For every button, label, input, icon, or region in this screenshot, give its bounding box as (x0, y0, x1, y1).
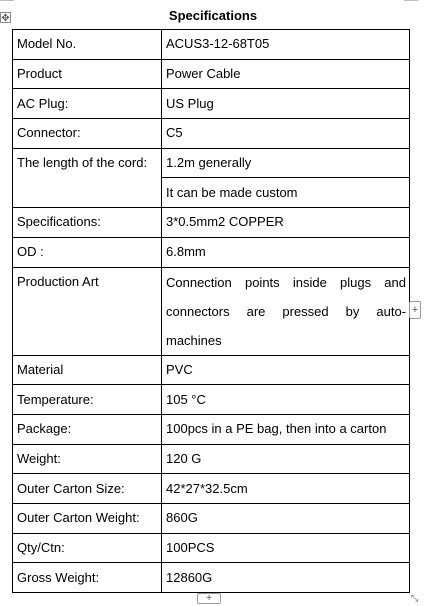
table-row (13, 563, 410, 593)
page-corner-mark (404, 0, 418, 3)
table-row (13, 119, 410, 149)
table-row (13, 385, 410, 415)
page-corner-mark (0, 0, 14, 3)
row-label[interactable]: Specifications: (13, 208, 162, 238)
row-label[interactable]: Package: (13, 414, 162, 444)
row-label[interactable]: The length of the cord: (13, 148, 162, 207)
row-label[interactable]: Material (13, 355, 162, 385)
row-value[interactable]: PVC (162, 355, 410, 385)
row-value[interactable]: 3*0.5mm2 COPPER (162, 208, 410, 238)
row-label[interactable]: Weight: (13, 444, 162, 474)
table-row (13, 414, 410, 444)
row-value[interactable]: US Plug (162, 89, 410, 119)
row-label[interactable]: Model No. (13, 30, 162, 60)
row-value[interactable]: Connection points inside plugs and connectors are pressed by auto-machines (162, 267, 410, 355)
table-row (13, 355, 410, 385)
table-row (13, 503, 410, 533)
table-row (13, 237, 410, 267)
row-value[interactable]: Power Cable (162, 59, 410, 89)
row-label[interactable]: Gross Weight: (13, 563, 162, 593)
table-row (13, 30, 410, 60)
row-value[interactable]: 100pcs in a PE bag, then into a carton (162, 414, 410, 444)
row-label[interactable]: Production Art (13, 267, 162, 355)
row-value[interactable]: ACUS3-12-68T05 (162, 30, 410, 60)
document-title: Specifications (168, 8, 258, 23)
table-row (13, 533, 410, 563)
table-row (13, 444, 410, 474)
table-row (13, 148, 410, 178)
row-label[interactable]: Product (13, 59, 162, 89)
row-label[interactable]: AC Plug: (13, 89, 162, 119)
row-label[interactable]: Temperature: (13, 385, 162, 415)
row-value[interactable]: 6.8mm (162, 237, 410, 267)
row-value[interactable]: 42*27*32.5cm (162, 474, 410, 504)
table-resize-handle-icon[interactable]: ⤡ (411, 593, 419, 603)
table-row (13, 208, 410, 238)
table-row (13, 59, 410, 89)
row-value[interactable]: C5 (162, 119, 410, 149)
table-row (13, 267, 410, 355)
table-move-handle-icon[interactable]: ✥ (1, 13, 10, 24)
row-value[interactable]: It can be made custom (162, 178, 410, 208)
row-value[interactable]: 860G (162, 503, 410, 533)
row-value[interactable]: 120 G (162, 444, 410, 474)
table-row (13, 89, 410, 119)
row-label[interactable]: Connector: (13, 119, 162, 149)
row-value[interactable]: 1.2m generally (162, 148, 410, 178)
row-label[interactable]: Outer Carton Weight: (13, 503, 162, 533)
row-value[interactable]: 100PCS (162, 533, 410, 563)
row-label[interactable]: Outer Carton Size: (13, 474, 162, 504)
row-value[interactable]: 12860G (162, 563, 410, 593)
add-row-button[interactable]: + (197, 593, 221, 604)
specifications-table (12, 29, 410, 593)
table-row (13, 474, 410, 504)
row-label[interactable]: OD : (13, 237, 162, 267)
row-label[interactable]: Qty/Ctn: (13, 533, 162, 563)
row-value[interactable]: 105 °C (162, 385, 410, 415)
add-column-button[interactable]: + (409, 301, 421, 319)
